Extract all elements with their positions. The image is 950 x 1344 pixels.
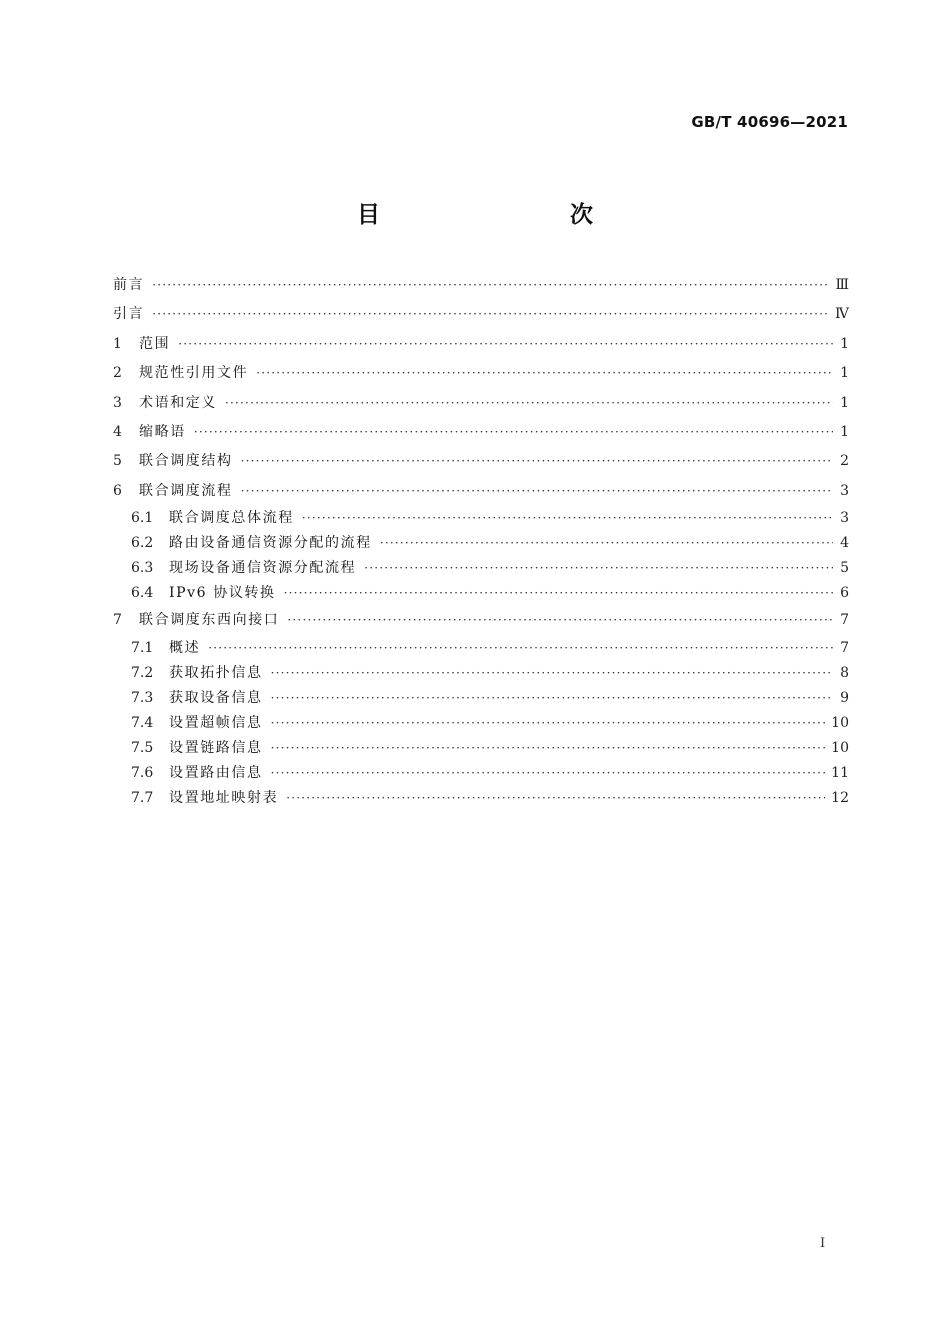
dot-leader bbox=[178, 330, 833, 359]
toc-entry-label: IPv6 协议转换 bbox=[169, 585, 276, 602]
toc-entry-number: 2 bbox=[113, 365, 122, 382]
dot-leader bbox=[287, 606, 833, 635]
toc-entry-label: 设置链路信息 bbox=[169, 739, 263, 756]
toc-entry-page: 3 bbox=[840, 510, 849, 527]
toc-entry-number: 4 bbox=[113, 423, 122, 440]
dot-leader bbox=[284, 581, 833, 606]
dot-leader bbox=[286, 786, 825, 811]
toc-entry-page: 1 bbox=[840, 335, 849, 352]
toc-entry-number: 7.4 bbox=[131, 714, 154, 731]
toc-entry-page: 8 bbox=[840, 664, 849, 681]
toc-entry-page: 4 bbox=[840, 535, 849, 552]
toc-entry[interactable] bbox=[113, 786, 849, 811]
toc-entry[interactable] bbox=[113, 686, 849, 711]
toc-entry-number: 1 bbox=[113, 335, 122, 352]
toc-entry-label: 联合调度结构 bbox=[139, 453, 233, 470]
toc-entry-label: 缩略语 bbox=[139, 423, 186, 440]
toc-entry[interactable] bbox=[113, 581, 849, 606]
toc-entry-page: 10 bbox=[831, 714, 849, 731]
toc-entry-number: 6.1 bbox=[131, 510, 154, 527]
toc-entry-page: 11 bbox=[831, 764, 849, 781]
toc-entry-label: 规范性引用文件 bbox=[139, 365, 249, 382]
dot-leader bbox=[241, 477, 833, 506]
toc-entry-label: 范围 bbox=[139, 335, 171, 352]
toc-entry-page: 5 bbox=[840, 560, 849, 577]
dot-leader bbox=[271, 761, 826, 786]
toc-entry-label: 前言 bbox=[113, 277, 145, 293]
toc-entry-page: 10 bbox=[831, 739, 849, 756]
dot-leader bbox=[241, 447, 833, 476]
dot-leader bbox=[302, 506, 833, 531]
toc-entry-page: 12 bbox=[831, 789, 849, 806]
toc-entry-number: 6 bbox=[113, 482, 122, 499]
toc-entry[interactable] bbox=[113, 606, 849, 635]
toc-entry-label: 引言 bbox=[113, 306, 145, 323]
dot-leader bbox=[256, 359, 833, 388]
toc-entry-label: 联合调度东西向接口 bbox=[139, 612, 280, 629]
dot-leader bbox=[271, 736, 826, 761]
toc-entry-page: 6 bbox=[840, 585, 849, 602]
toc-entry[interactable] bbox=[113, 531, 849, 556]
toc-entry-label: 设置路由信息 bbox=[169, 764, 263, 781]
toc-entry-number: 6.4 bbox=[131, 585, 154, 602]
toc-entry[interactable] bbox=[113, 447, 849, 476]
toc-entry-label: 联合调度总体流程 bbox=[169, 510, 294, 527]
toc-entry-page: 9 bbox=[840, 689, 849, 706]
toc-entry-page: Ⅳ bbox=[835, 306, 849, 323]
dot-leader bbox=[364, 556, 833, 581]
toc-entry-label: 设置超帧信息 bbox=[169, 714, 263, 731]
toc-entry[interactable] bbox=[113, 418, 849, 447]
toc-entry-label: 概述 bbox=[169, 639, 201, 656]
toc-entry-number: 7.5 bbox=[131, 739, 154, 756]
dot-leader bbox=[208, 636, 833, 661]
page-folio: Ⅰ bbox=[820, 1236, 826, 1251]
toc-entry-label: 术语和定义 bbox=[139, 394, 217, 411]
toc-entry-page: 1 bbox=[840, 423, 849, 440]
toc-entry-page: Ⅲ bbox=[835, 277, 849, 293]
toc-entry[interactable] bbox=[113, 711, 849, 736]
toc-entry-page: 2 bbox=[840, 453, 849, 470]
dot-leader bbox=[225, 389, 833, 418]
standard-code: GB/T 40696—2021 bbox=[691, 113, 848, 131]
toc-entry-number: 5 bbox=[113, 453, 122, 470]
dot-leader bbox=[194, 418, 833, 447]
toc-entry-label: 联合调度流程 bbox=[139, 482, 233, 499]
toc-entry-number: 7.1 bbox=[131, 639, 154, 656]
toc-entry-label: 获取拓扑信息 bbox=[169, 664, 263, 681]
dot-leader bbox=[271, 711, 826, 736]
toc-entry-number: 7 bbox=[113, 612, 122, 629]
toc-entry-number: 7.6 bbox=[131, 764, 154, 781]
page-title: 目 次 bbox=[357, 202, 641, 228]
dot-leader bbox=[271, 661, 833, 686]
toc-entry-number: 6.2 bbox=[131, 535, 154, 552]
toc-entry[interactable] bbox=[113, 300, 849, 329]
toc-entry[interactable] bbox=[113, 636, 849, 661]
toc-entry-number: 7.2 bbox=[131, 664, 154, 681]
toc-entry[interactable] bbox=[113, 661, 849, 686]
toc-entry-label: 设置地址映射表 bbox=[169, 789, 279, 806]
toc-entry-number: 7.3 bbox=[131, 689, 154, 706]
toc-entry-page: 7 bbox=[840, 639, 849, 656]
toc-entry-label: 路由设备通信资源分配的流程 bbox=[169, 535, 372, 552]
toc-entry-page: 3 bbox=[840, 482, 849, 499]
toc-entry[interactable] bbox=[113, 359, 849, 388]
toc-entry[interactable] bbox=[113, 506, 849, 531]
toc-entry-number: 3 bbox=[113, 394, 122, 411]
dot-leader bbox=[380, 531, 833, 556]
dot-leader bbox=[152, 271, 829, 300]
toc-entry[interactable] bbox=[113, 477, 849, 506]
toc-entry[interactable] bbox=[113, 389, 849, 418]
toc-entry-number: 6.3 bbox=[131, 560, 154, 577]
toc-entry-page: 1 bbox=[840, 394, 849, 411]
toc-entry[interactable] bbox=[113, 761, 849, 786]
toc-entry[interactable] bbox=[113, 330, 849, 359]
dot-leader bbox=[271, 686, 833, 711]
toc-entry[interactable] bbox=[113, 556, 849, 581]
table-of-contents bbox=[113, 271, 849, 811]
toc-entry-label: 获取设备信息 bbox=[169, 689, 263, 706]
toc-entry[interactable] bbox=[113, 736, 849, 761]
dot-leader bbox=[152, 300, 829, 329]
toc-entry-number: 7.7 bbox=[131, 789, 154, 806]
toc-entry-page: 1 bbox=[840, 365, 849, 382]
toc-entry-page: 7 bbox=[840, 612, 849, 629]
toc-entry[interactable] bbox=[113, 271, 849, 300]
toc-entry-label: 现场设备通信资源分配流程 bbox=[169, 560, 357, 577]
